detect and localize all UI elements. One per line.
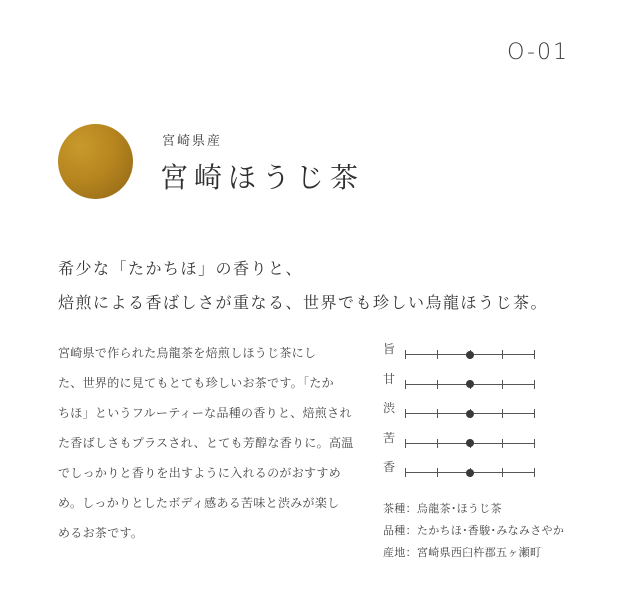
taste-tick [534, 468, 535, 477]
description-line: た香ばしさもプラスされ、とても芳醇な香りに。高温 [58, 436, 354, 450]
taste-label: 旨 [383, 342, 396, 356]
tea-color-circle [58, 124, 133, 199]
taste-tick [405, 439, 406, 448]
taste-track [405, 378, 535, 392]
taste-tick [534, 409, 535, 418]
spec-separator: ： [405, 524, 417, 537]
taste-track [405, 437, 535, 451]
spec-value: 烏龍茶･ほうじ茶 [416, 502, 502, 515]
spec-cultivar [383, 522, 564, 544]
taste-tick [534, 350, 535, 359]
taste-row-sweetness [383, 368, 563, 398]
taste-track [405, 407, 535, 421]
taste-tick [502, 468, 503, 477]
taste-tick [534, 439, 535, 448]
taste-tick [437, 350, 438, 359]
taste-row-aroma [383, 456, 563, 486]
taste-label: 香 [383, 460, 396, 474]
taste-tick [437, 380, 438, 389]
description-line: でしっかりと香りを出すように入れるのがおすすめ [58, 466, 342, 480]
catchphrase-line-2: 焙煎による香ばしさが重なる、世界でも珍しい烏龍ほうじ茶。 [58, 293, 549, 312]
taste-tick [502, 350, 503, 359]
taste-tick [405, 380, 406, 389]
taste-label: 苦 [383, 430, 396, 445]
taste-row-umami [383, 338, 563, 368]
taste-level-dot [466, 410, 474, 418]
taste-tick [437, 439, 438, 448]
description [58, 338, 358, 548]
taste-tick [405, 350, 406, 359]
product-name: 宮崎ほうじ茶 [160, 161, 365, 194]
catchphrase-line-1: 希少な「たかちほ」の香りと、 [58, 259, 304, 278]
taste-tick [405, 468, 406, 477]
description-line: め。しっかりとしたボディ感ある苦味と渋みが楽し [58, 496, 340, 510]
taste-level-dot [466, 469, 474, 477]
spec-label: 茶種 [383, 502, 406, 515]
product-code: O-01 [507, 40, 569, 65]
taste-tick [437, 468, 438, 477]
taste-track [405, 348, 535, 362]
description-line: ちほ」というフルーティーな品種の香りと、焙煎され [58, 406, 352, 420]
spec-label: 産地 [383, 546, 406, 559]
taste-tick [534, 380, 535, 389]
description-line: た、世界的に見てもとても珍しいお茶です。「たか [58, 376, 334, 390]
spec-separator: ： [405, 502, 417, 515]
description-line: めるお茶です。 [58, 526, 144, 540]
spec-value: たかちほ･香駿･みなみさやか [416, 524, 565, 537]
spec-origin [383, 544, 564, 566]
taste-label: 甘 [383, 371, 396, 386]
taste-tick [437, 409, 438, 418]
taste-level-dot [466, 380, 474, 388]
taste-level-dot [466, 351, 474, 359]
taste-level-dot [466, 439, 474, 447]
taste-row-astringency [383, 397, 563, 427]
spec-list [383, 500, 564, 566]
taste-track [405, 466, 535, 480]
taste-tick [502, 380, 503, 389]
taste-row-bitterness [383, 427, 563, 457]
description-line: 宮崎県で作られた烏龍茶を焙煎しほうじ茶にし [58, 346, 317, 360]
taste-scale [383, 338, 563, 486]
taste-tick [502, 439, 503, 448]
spec-value: 宮崎県西臼杵郡五ヶ瀬町 [416, 546, 542, 559]
taste-tick [405, 409, 406, 418]
taste-label: 渋 [383, 401, 396, 415]
origin-label: 宮崎県産 [162, 134, 223, 149]
spec-tea-type [383, 500, 564, 522]
spec-separator: ： [405, 546, 417, 559]
spec-label: 品種 [383, 524, 406, 537]
taste-tick [502, 409, 503, 418]
